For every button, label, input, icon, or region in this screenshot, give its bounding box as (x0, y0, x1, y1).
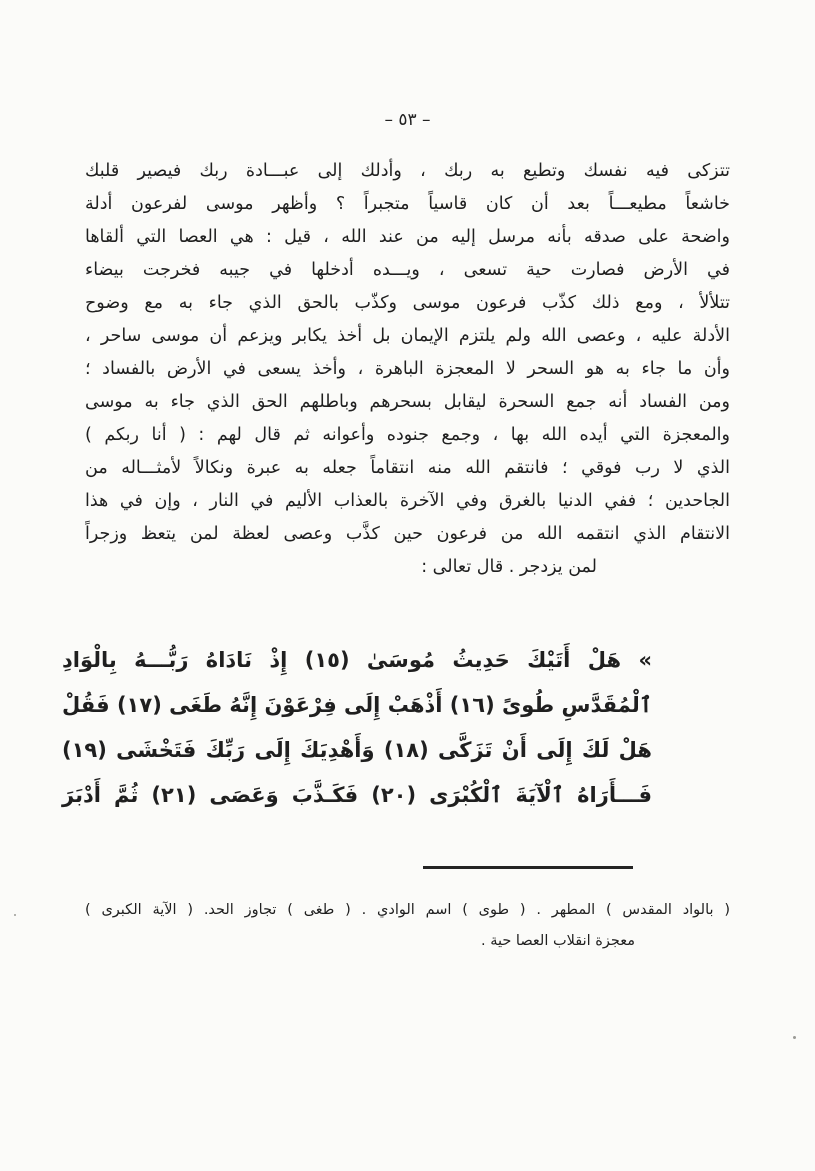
prose-line: خاشعاً مطيعـــاً بعد أن كان قاسياً متجبراً ؟ وأظهر موسى لفرعون أدلة (85, 194, 730, 214)
footnote-block (85, 895, 730, 957)
scan-speck (793, 1036, 796, 1039)
prose-line: في الأرض فصارت حية تسعى ، ويـــده أدخلها في جيبه فخرجت بيضاء (85, 260, 730, 280)
quran-verse-line: ٱلْمُقَدَّسِ طُوىً (١٦) أَذْهَبْ إِلَى فِرْعَوْنَ إِنَّهُ طَغَى (١٧) فَقُلْ (62, 693, 653, 717)
prose-line-last: لمن يزدجر . قال تعالى : (421, 557, 597, 577)
prose-line: الانتقام الذي انتقمه الله من فرعون حين كذَّب وعصى لعظة لمن يتعظ وزجراً (85, 524, 730, 544)
body-text (85, 155, 730, 584)
scan-speck (14, 914, 16, 916)
quran-verse-block (62, 638, 652, 818)
prose-line: الذي لا رب فوقي ؛ فانتقم الله منه انتقاماً جعله به عبرة ونكالاً لأمثـــاله من (85, 458, 730, 478)
prose-line: الجاحدين ؛ ففي الدنيا بالغرق وفي الآخرة بالعذاب الأليم في النار ، وإن في هذا (85, 491, 730, 511)
prose-line: تتزكى فيه نفسك وتطيع به ربك ، وأدلك إلى عبـــادة ربك فيصير قلبك (85, 161, 730, 181)
footnote-separator (423, 866, 633, 869)
quran-verse-line: فَـــأَرَاهُ ٱلْآيَةَ ٱلْكُبْرَى (٢٠) فَكَـذَّبَ وَعَصَى (٢١) ثُمَّ أَدْبَرَ (62, 783, 653, 807)
footnote-line: ( بالواد المقدس ) المطهر . ( طوى ) اسم الوادي . ( طغى ) تجاوز الحد. ( الآية الكبرى ) (85, 902, 730, 918)
prose-line: ومن الفساد أنه جمع السحرة ليقابل بسحرهم وباطلهم الحق الذي جاء به موسى (85, 392, 730, 412)
page-number: – ٥٣ – (384, 110, 431, 130)
prose-line: الأدلة عليه ، وعصى الله ولم يلتزم الإيمان بل أخذ يكابر ويزعم أن موسى ساحر ، (85, 326, 730, 346)
prose-line: واضحة على صدقه بأنه مرسل إليه من عند الله ، قيل : هي العصا التي ألقاها (85, 227, 730, 247)
prose-line: تتلألأ ، ومع ذلك كذّب فرعون موسى وكذّب بالحق الذي جاء به مع وضوح (85, 293, 730, 313)
footnote-line: معجزة انقلاب العصا حية . (480, 933, 635, 949)
prose-line: وأن ما جاء به هو السحر لا المعجزة الباهرة ، وأخذ يسعى في الأرض بالفساد ؛ (85, 359, 730, 379)
quran-verse-line: هَلْ لَكَ إِلَى أَنْ تَزَكَّى (١٨) وَأَهْدِيَكَ إِلَى رَبِّكَ فَتَخْشَى (١٩) (62, 738, 652, 762)
quran-verse-line: » هَلْ أَتَيْكَ حَدِيثُ مُوسَىٰ (١٥) إِذْ نَادَاهُ رَبُّـــهُ بِالْوَادِ (62, 648, 653, 672)
prose-line: والمعجزة التي أيده الله بها ، وجمع جنوده وأعوانه ثم قال لهم : ( أنا ربكم ) (85, 425, 730, 445)
